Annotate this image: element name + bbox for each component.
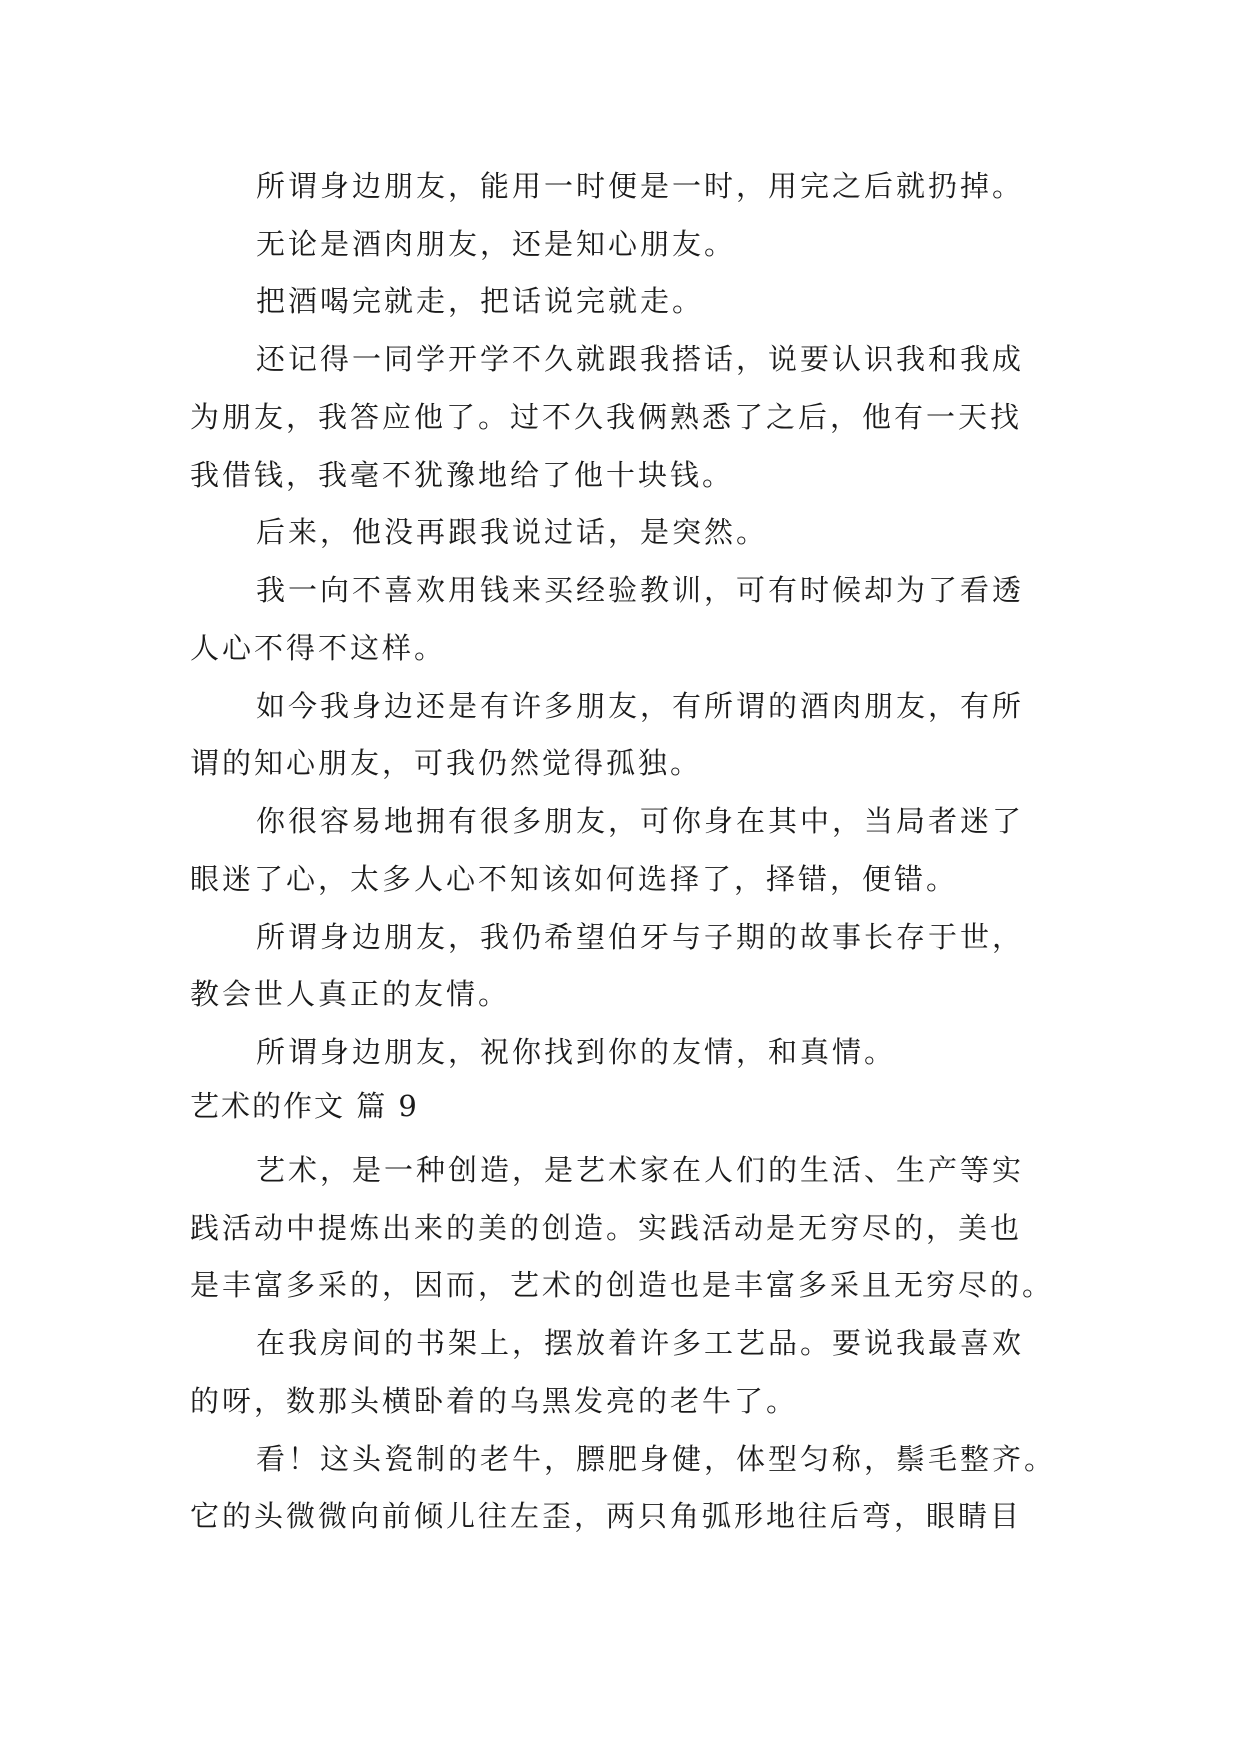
text-line: 为朋友，我答应他了。过不久我俩熟悉了之后，他有一天找: [190, 400, 1023, 434]
text-line: 艺术，是一种创造，是艺术家在人们的生活、生产等实: [256, 1153, 1025, 1187]
text-line: 所谓身边朋友，能用一时便是一时，用完之后就扔掉。: [256, 169, 1025, 203]
text-line: 你很容易地拥有很多朋友，可你身在其中，当局者迷了: [256, 804, 1025, 838]
text-line: 的呀，数那头横卧着的乌黑发亮的老牛了。: [190, 1384, 799, 1418]
text-line: 把酒喝完就走，把话说完就走。: [256, 284, 705, 318]
text-line: 践活动中提炼出来的美的创造。实践活动是无穷尽的，美也: [190, 1211, 1023, 1245]
text-line: 在我房间的书架上，摆放着许多工艺品。要说我最喜欢: [256, 1326, 1025, 1360]
text-line: 所谓身边朋友，我仍希望伯牙与子期的故事长存于世，: [256, 920, 1025, 954]
text-line: 看！这头瓷制的老牛，膘肥身健，体型匀称，鬃毛整齐。: [256, 1442, 1057, 1476]
text-line: 它的头微微向前倾儿往左歪，两只角弧形地往后弯，眼睛目: [190, 1499, 1023, 1533]
text-line: 如今我身边还是有许多朋友，有所谓的酒肉朋友，有所: [256, 689, 1025, 723]
text-line: 眼迷了心，太多人心不知该如何选择了，择错，便错。: [190, 862, 959, 896]
text-line: 谓的知心朋友，可我仍然觉得孤独。: [190, 746, 703, 780]
text-line: 我借钱，我毫不犹豫地给了他十块钱。: [190, 458, 735, 492]
text-line: 无论是酒肉朋友，还是知心朋友。: [256, 227, 737, 261]
text-line: 后来，他没再跟我说过话，是突然。: [256, 515, 769, 549]
text-line: 所谓身边朋友，祝你找到你的友情，和真情。: [256, 1035, 897, 1069]
text-line: 我一向不喜欢用钱来买经验教训，可有时候却为了看透: [256, 573, 1025, 607]
text-line: 教会世人真正的友情。: [190, 977, 511, 1011]
text-line: 人心不得不这样。: [190, 631, 447, 665]
section-heading: 艺术的作文 篇 9: [190, 1089, 419, 1123]
text-line: 是丰富多采的，因而，艺术的创造也是丰富多采且无穷尽的。: [190, 1268, 1055, 1302]
text-line: 还记得一同学开学不久就跟我搭话，说要认识我和我成: [256, 342, 1025, 376]
